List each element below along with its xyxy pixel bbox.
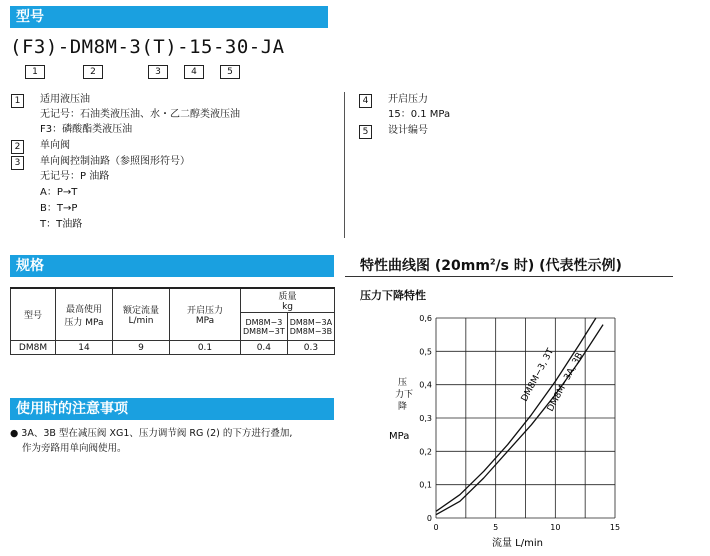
series-line-1 <box>436 318 596 511</box>
item-title-4: 开启压力 <box>388 94 428 105</box>
code-box-1: 1 <box>25 65 45 79</box>
chart-subtitle: 压力下降特性 <box>360 289 426 302</box>
y-tick-label: 0,4 <box>419 380 432 390</box>
notes-bar <box>10 398 334 420</box>
y-tick-label: 0,2 <box>419 447 432 457</box>
note-line-1: ● 3A、3B 型在减压阀 XG1、压力调节阀 RG (2) 的下方进行叠加, <box>10 428 293 439</box>
y-tick-label: 0,5 <box>419 347 432 357</box>
item-line: 15：0.1 MPa <box>388 109 451 120</box>
series-label-2: DM8M−3A, 3B <box>545 351 586 414</box>
code-box-3: 3 <box>148 65 168 79</box>
pressure-drop-chart <box>340 300 680 554</box>
cell-model: DM8M <box>11 341 56 355</box>
series-label-1: DM8M−3, 3T <box>519 347 557 404</box>
th-crack: 开启压力 MPa <box>170 288 241 341</box>
item-title-2: 单向阀 <box>40 140 70 151</box>
code-box-5: 5 <box>220 65 240 79</box>
item-num-3: 3 <box>11 156 24 170</box>
code-box-4: 4 <box>184 65 204 79</box>
y-tick-label: 0 <box>426 514 432 523</box>
th-max-pressure: 最高使用 压力 MPa <box>56 288 113 341</box>
y-label-2: 力下 <box>395 390 414 400</box>
y-tick-label: 0,1 <box>419 480 432 490</box>
spec-title: 规格 <box>16 258 44 274</box>
item-num-4: 4 <box>359 94 372 108</box>
item-line: 无记号：P 油路 <box>40 171 110 182</box>
item-line: T：T油路 <box>40 219 83 230</box>
th-mass-b: DM8M−3A DM8M−3B <box>287 313 334 341</box>
y-unit: MPa <box>389 431 410 442</box>
chart-title-underline <box>345 276 673 277</box>
x-tick-label: 15 <box>609 523 621 532</box>
x-tick-label: 0 <box>433 523 439 532</box>
y-tick-label: 0,3 <box>419 414 432 423</box>
header-bar <box>10 6 328 28</box>
spec-bar <box>10 255 334 277</box>
th-mass-a: DM8M−3 DM8M−3T <box>241 313 288 341</box>
divider <box>344 92 345 238</box>
cell-rated-flow: 9 <box>113 341 170 355</box>
model-code: (F3)-DM8M-3(T)-15-30-JA <box>10 36 285 58</box>
item-line: 无记号：石油类液压油、水・乙二醇类液压油 <box>40 109 240 120</box>
item-num-5: 5 <box>359 125 372 139</box>
item-num-1: 1 <box>11 94 24 108</box>
th-mass: 质量 kg <box>241 288 335 313</box>
item-line: B：T→P <box>40 203 78 214</box>
item-title-3: 单向阀控制油路（参照图形符号） <box>40 156 190 167</box>
cell-max-pressure: 14 <box>56 341 113 355</box>
x-label: 流量 L/min <box>492 538 543 549</box>
cell-crack: 0.1 <box>170 341 241 355</box>
x-tick-label: 5 <box>493 523 499 532</box>
cell-mass-b: 0.3 <box>287 341 334 355</box>
spec-table <box>10 287 335 355</box>
x-tick-label: 10 <box>550 523 561 532</box>
y-tick-label: 0,6 <box>419 314 432 323</box>
item-title-1: 适用液压油 <box>40 94 90 105</box>
cell-mass-a: 0.4 <box>241 341 288 355</box>
y-label-1: 压 <box>398 378 408 388</box>
chart-series <box>436 318 603 515</box>
superscript: 2 <box>489 257 496 267</box>
item-num-2: 2 <box>11 140 24 154</box>
item-title-5: 设计编号 <box>388 125 428 136</box>
th-rated-flow: 额定流量 L/min <box>113 288 170 341</box>
chart-ticks <box>419 314 620 532</box>
th-model: 型号 <box>11 288 56 341</box>
header-title: 型号 <box>16 9 44 25</box>
chart-section-title: 特性曲线图 ($20mm^2/s$ 时) (代表性示例) <box>360 257 622 274</box>
y-label-3: 降 <box>398 402 408 412</box>
note-line-2: 作为旁路用单向阀使用。 <box>22 443 127 454</box>
item-line: F3：磷酸酯类液压油 <box>40 124 133 135</box>
code-box-2: 2 <box>83 65 103 79</box>
item-line: A：P→T <box>40 187 78 198</box>
notes-title: 使用时的注意事项 <box>16 401 128 417</box>
